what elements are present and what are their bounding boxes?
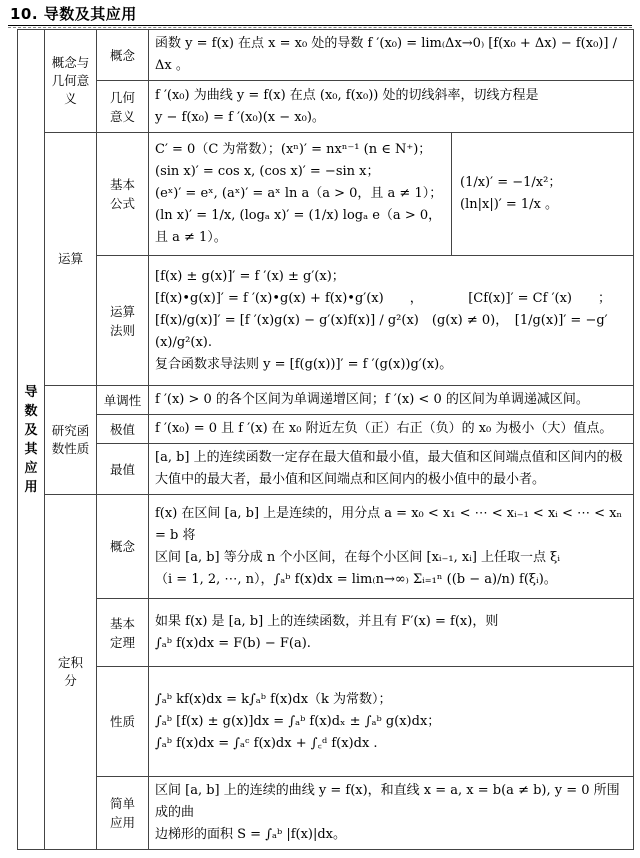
geometric-line-1: f ′(x₀) 为曲线 y = f(x) 在点 (x₀, f(x₀)) 处的切线斜率，切线方程是 <box>155 87 539 103</box>
category-research-label: 研究函数性质 <box>51 423 90 456</box>
fundamental-line-1: 如果 f(x) 是 [a, b] 上的连续函数，并且有 F′(x) = f(x)，则 <box>155 613 499 629</box>
row-geometric <box>18 81 634 133</box>
category-operation-label: 运算 <box>57 251 83 266</box>
application-line-1: 区间 [a, b] 上的连续的曲线 y = f(x)，和直线 x = a, x = b(a ≠ b), y = 0 所围成的曲 <box>155 783 620 820</box>
row-extremum <box>18 444 634 495</box>
property-scalar: ∫ₐᵇ kf(x)dx = k∫ₐᵇ f(x)dx（k 为常数）； <box>155 691 392 707</box>
row-properties <box>18 667 634 777</box>
row-application <box>18 777 634 850</box>
basic-formula-left <box>149 133 452 255</box>
property-sum: ∫ₐᵇ [f(x) ± g(x)]dx = ∫ₐᵇ f(x)dₓ ± ∫ₐᵇ g(x)dx； <box>155 713 441 729</box>
category-integral <box>45 495 97 850</box>
content-rules <box>149 256 634 386</box>
category-integral-label: 定积分 <box>57 655 83 688</box>
formula-logarithm: (ln x)′ = 1/x, (logₐ x)′ = (1/x) logₐ e（a > 0，且 a ≠ 1）。 <box>155 208 442 245</box>
label-geometric: 几何意义 <box>97 81 149 133</box>
formula-reciprocal: (1/x)′ = −1/x²； <box>460 175 562 190</box>
content-geometric <box>149 81 634 133</box>
geometric-line-2: y − f(x₀) = f ′(x₀)(x − x₀)。 <box>155 109 325 125</box>
category-research <box>45 386 97 495</box>
int-concept-line-1: f(x) 在区间 [a, b] 上是连续的，用分点 a = x₀ < x₁ < ⋯ < xᵢ₋₁ < xᵢ < ⋯ < xₙ = b 将 <box>155 505 623 543</box>
content-basic-formula <box>149 133 634 256</box>
formula-trig: (sin x)′ = cos x, (cos x)′ = −sin x； <box>155 164 380 179</box>
row-monotonic <box>18 386 634 415</box>
rule-quotient: [f(x)/g(x)]′ = [f ′(x)g(x) − g′(x)f(x)] / g²(x) (g(x) ≠ 0)， [1/g(x)]′ = −g′(x)/g²(x). <box>155 312 608 350</box>
monotonic-text: f ′(x) > 0 的各个区间为单调递增区间；f ′(x) < 0 的区间为单调递减区间。 <box>155 392 589 407</box>
formula-ln-abs: (ln|x|)′ = 1/x 。 <box>460 197 558 212</box>
extremum-text: [a, b] 上的连续函数一定存在最大值和最小值，最大值和区间端点值和区间内的极大值中的最大者，最小值和区间端点和区间内的极小值中的最小者。 <box>155 450 623 487</box>
derivative-table <box>17 29 634 850</box>
content-extremum <box>149 444 634 495</box>
content-concept <box>149 30 634 81</box>
row-extreme <box>18 415 634 444</box>
content-extreme <box>149 415 634 444</box>
extreme-text: f ′(x₀) = 0 且 f ′(x) 在 x₀ 附近左负（正）右正（负）的 x₀ 为极小（大）值点。 <box>155 421 613 436</box>
label-application: 简单应用 <box>97 777 149 850</box>
rule-chain: 复合函数求导法则 y = [f(g(x))]′ = f ′(g(x))g′(x)。 <box>155 356 453 372</box>
content-monotonic <box>149 386 634 415</box>
label-extreme: 极值 <box>97 415 149 444</box>
basic-formula-right <box>452 133 634 255</box>
property-additivity: ∫ₐᵇ f(x)dx = ∫ₐᶜ f(x)dx + ∫꜀ᵈ f(x)dx . <box>155 735 378 751</box>
application-line-2: 边梯形的面积 S = ∫ₐᵇ |f(x)|dx。 <box>155 827 347 842</box>
content-application <box>149 777 634 850</box>
row-fundamental <box>18 599 634 667</box>
label-fundamental: 基本定理 <box>97 599 149 667</box>
category-derivative <box>18 30 45 850</box>
section-title: 10. 导数及其应用 <box>10 5 137 23</box>
derivative-definition: 函数 y = f(x) 在点 x = x₀ 处的导数 f ′(x₀) = lim₍Δx→0₎ [f(x₀ + Δx) − f(x₀)] / Δx 。 <box>155 36 617 73</box>
int-concept-line-2: 区间 [a, b] 等分成 n 个小区间，在每个小区间 [xᵢ₋₁, xᵢ] 上任取一点 ξᵢ <box>155 549 560 565</box>
content-int-concept <box>149 495 634 599</box>
row-int-concept <box>18 495 634 599</box>
formula-constant-power: C′ = 0（C 为常数）；(xⁿ)′ = nxⁿ⁻¹ (n ∈ N⁺)； <box>155 142 432 157</box>
rule-sum: [f(x) ± g(x)]′ = f ′(x) ± g′(x)； <box>155 268 345 284</box>
fundamental-line-2: ∫ₐᵇ f(x)dx = F(b) − F(a). <box>155 635 311 651</box>
row-concept <box>18 30 634 81</box>
category-concept-meaning-label: 概念与几何意义 <box>51 55 90 106</box>
int-concept-line-3: （i = 1, 2, ⋯, n），∫ₐᵇ f(x)dx = lim₍n→∞₎ Σᵢ₌₁ⁿ ((b − a)/n) f(ξᵢ)。 <box>155 571 557 587</box>
label-rules: 运算法则 <box>97 256 149 386</box>
category-derivative-label: 导数及其应用 <box>24 384 38 495</box>
label-properties: 性质 <box>97 667 149 777</box>
rule-product: [f(x)•g(x)]′ = f ′(x)•g(x) + f(x)•g′(x) ， [Cf(x)]′ = Cf ′(x) ； <box>155 290 612 306</box>
title-rule <box>8 25 632 26</box>
label-monotonic: 单调性 <box>97 386 149 415</box>
row-basic-formula <box>18 133 634 256</box>
category-operation <box>45 133 97 386</box>
basic-formula-split <box>149 133 633 255</box>
row-rules <box>18 256 634 386</box>
formula-exponential: (eˣ)′ = eˣ, (aˣ)′ = aˣ ln a（a > 0，且 a ≠ 1）； <box>155 186 443 201</box>
label-extremum: 最值 <box>97 444 149 495</box>
content-fundamental <box>149 599 634 667</box>
category-concept-meaning <box>45 30 97 133</box>
label-int-concept: 概念 <box>97 495 149 599</box>
title-dash-rule <box>8 27 632 28</box>
label-basic-formula: 基本公式 <box>97 133 149 256</box>
content-properties <box>149 667 634 777</box>
label-concept: 概念 <box>97 30 149 81</box>
